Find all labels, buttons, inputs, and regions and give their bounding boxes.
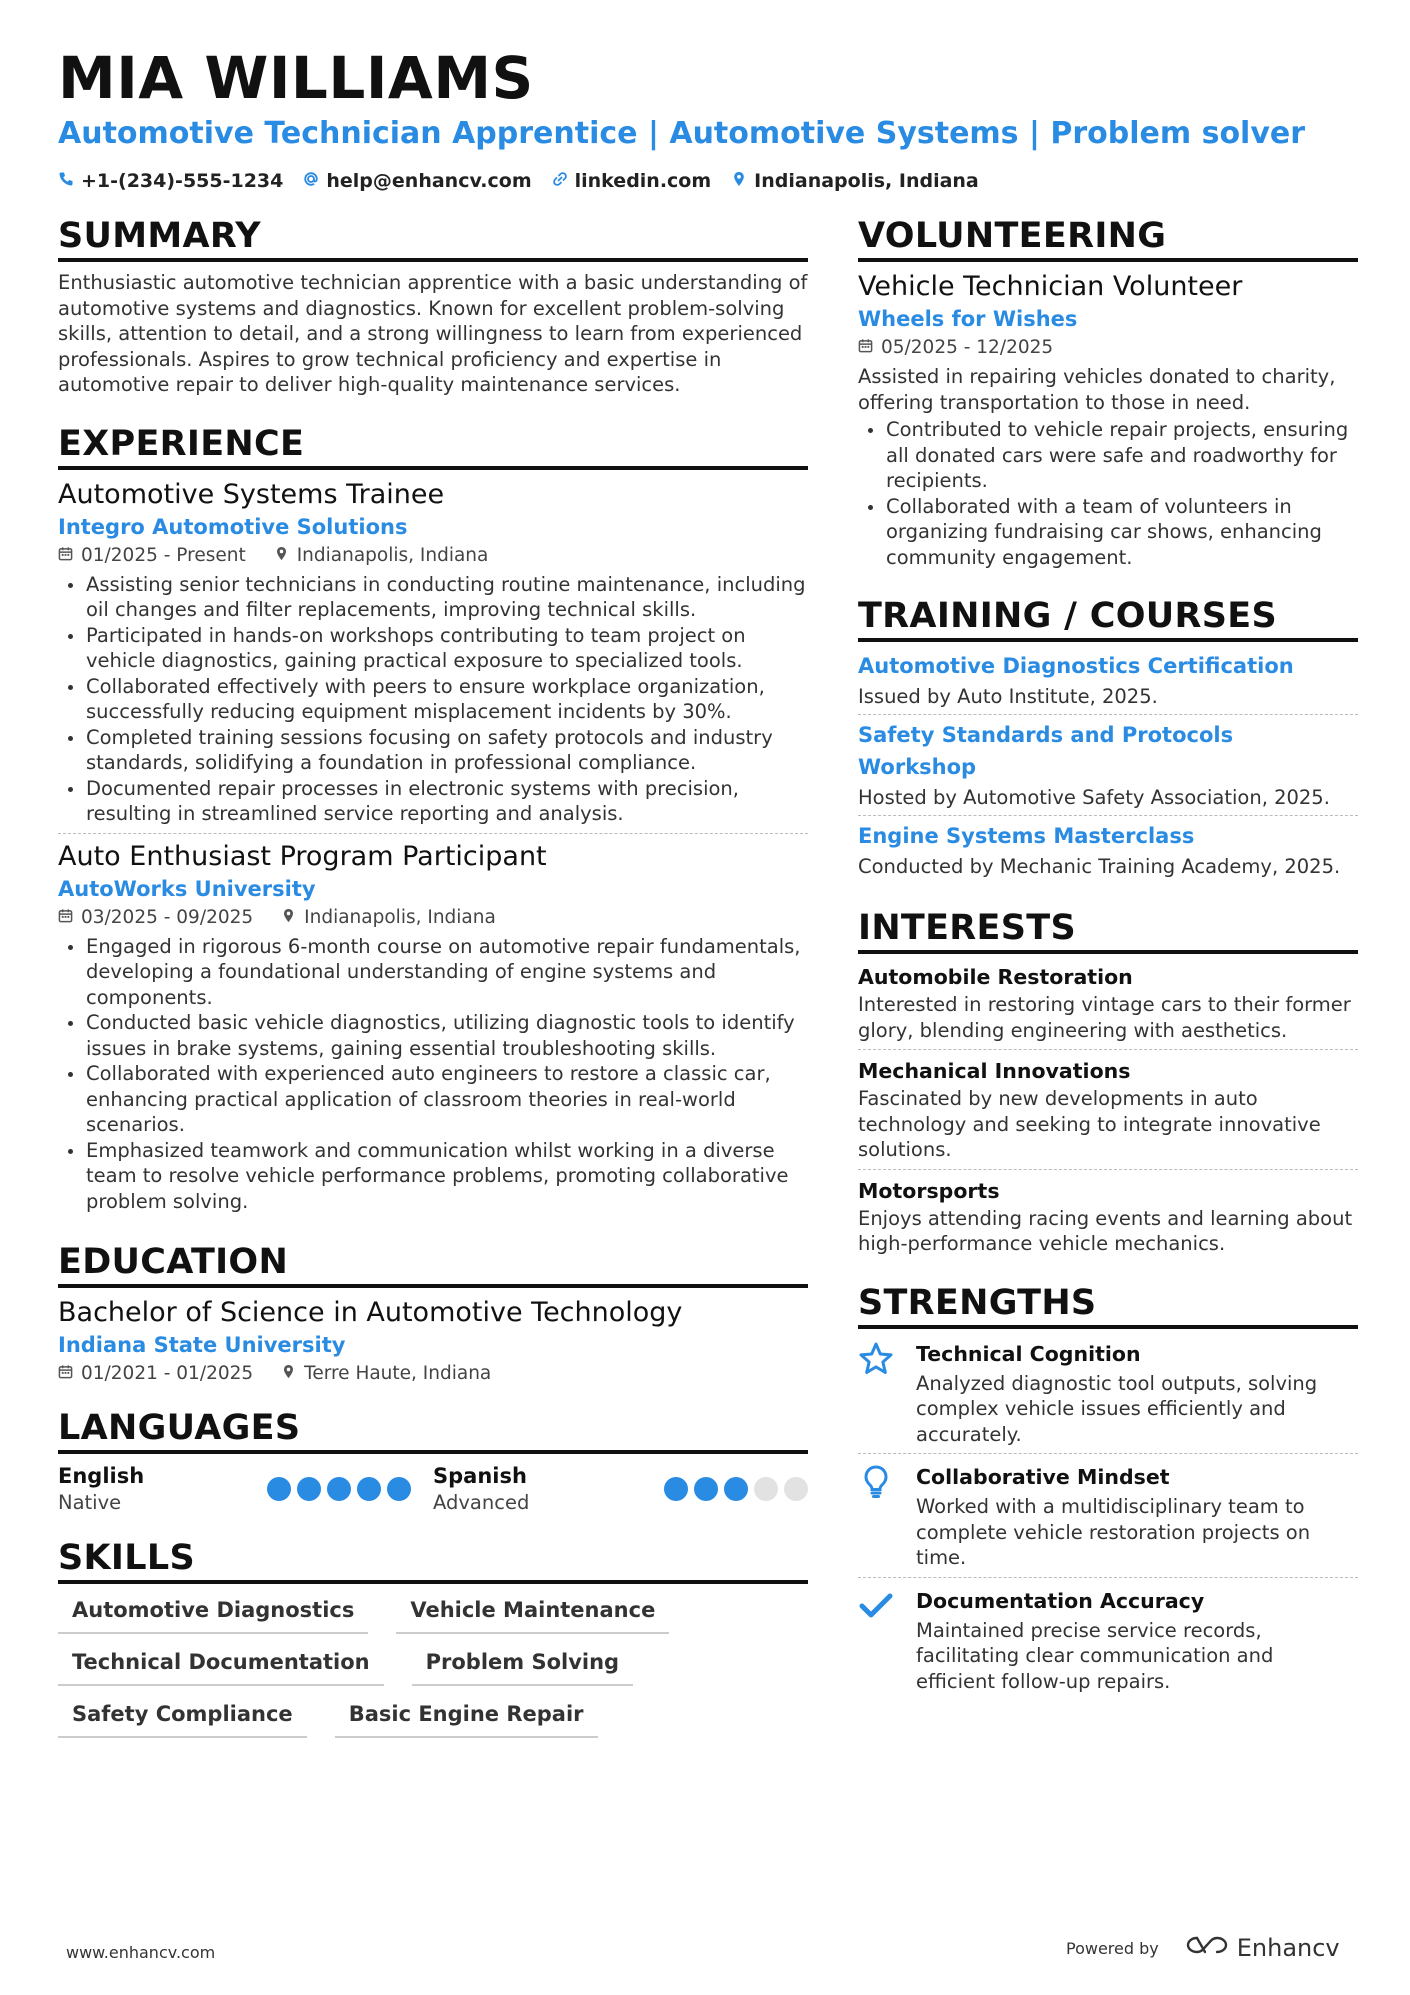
- strength-description: Analyzed diagnostic tool outputs, solving complex vehicle issues efficiently and accurately.: [916, 1371, 1318, 1446]
- interest-description: Interested in restoring vintage cars to their former glory, blending engineering with aesthetics.: [858, 993, 1351, 1042]
- star-icon: [858, 1337, 898, 1448]
- job-dates: 03/2025 - 09/2025: [81, 906, 254, 928]
- brand-name: Enhancv: [1236, 1934, 1340, 1962]
- location-pin-icon: [731, 170, 747, 192]
- interest-title: Motorsports: [858, 1178, 1000, 1203]
- interest-title: Mechanical Innovations: [858, 1059, 1131, 1083]
- divider: [858, 1169, 1358, 1170]
- job-location: Indianapolis, Indiana: [304, 906, 496, 928]
- calendar-icon: [58, 904, 73, 932]
- volunteer-bullets: [858, 417, 1358, 570]
- checkmark-icon: [858, 1584, 898, 1695]
- bullet-item: Collaborated effectively with peers to ensure workplace organization, successfully reducing equipment misplacement incidents by 30%.: [58, 674, 808, 725]
- job-location: Indianapolis, Indiana: [296, 544, 489, 566]
- divider: [858, 714, 1358, 715]
- linkedin-url: linkedin.com: [574, 170, 712, 192]
- company-name: Integro Automotive Solutions: [58, 514, 408, 539]
- powered-by-label: Powered by: [1066, 1938, 1159, 1958]
- course-description: Conducted by Mechanic Training Academy, 2025.: [858, 855, 1341, 878]
- skills-heading: SKILLS: [58, 1538, 808, 1584]
- rating-dot-filled: [357, 1477, 381, 1501]
- volunteer-meta: [858, 334, 1358, 362]
- bullet-item: Participated in hands-on workshops contributing to team project on vehicle diagnostics, gaining practical exposure to specialized tools.: [58, 623, 808, 674]
- language-rating: [664, 1477, 808, 1501]
- education-section: [58, 1242, 808, 1388]
- degree-title: Bachelor of Science in Automotive Technology: [58, 1297, 683, 1328]
- rating-dot-filled: [664, 1477, 688, 1501]
- language-name: English: [58, 1464, 145, 1488]
- school-name: Indiana State University: [58, 1333, 346, 1357]
- contact-email[interactable]: [303, 170, 531, 192]
- summary-section: [58, 216, 808, 398]
- headline: Automotive Technician Apprentice | Automotive Systems | Problem solver: [58, 116, 1306, 151]
- divider: [858, 1049, 1358, 1050]
- divider: [858, 815, 1358, 816]
- contact-linkedin[interactable]: [552, 170, 712, 192]
- experience-heading: EXPERIENCE: [58, 424, 808, 470]
- divider: [858, 1577, 1358, 1578]
- strengths-heading: STRENGTHS: [858, 1283, 1358, 1329]
- bullet-item: Conducted basic vehicle diagnostics, utilizing diagnostic tools to identify issues in brake systems, gaining essential troubleshooting skills.: [58, 1010, 808, 1061]
- education-location: Terre Haute, Indiana: [304, 1363, 492, 1384]
- interest-description: Fascinated by new developments in auto technology and seeking to integrate innovative solutions.: [858, 1087, 1321, 1161]
- job-meta: [58, 904, 808, 932]
- strength-title: Collaborative Mindset: [916, 1465, 1170, 1489]
- volunteering-section: [858, 216, 1358, 570]
- divider: [858, 1453, 1358, 1454]
- location-pin-icon: [274, 542, 289, 570]
- bullet-item: Completed training sessions focusing on safety protocols and industry standards, solidifying a foundation in professional compliance.: [58, 725, 808, 776]
- calendar-icon: [58, 1360, 73, 1388]
- volunteer-dates: 05/2025 - 12/2025: [881, 337, 1054, 358]
- at-icon: [303, 170, 319, 192]
- right-column: [858, 216, 1358, 1720]
- volunteer-org: Wheels for Wishes: [858, 307, 1078, 331]
- bullet-item: Assisting senior technicians in conducting routine maintenance, including oil changes and filter replacements, improving technical skills.: [58, 572, 808, 623]
- lightbulb-icon: [858, 1460, 898, 1571]
- skill-tag: Basic Engine Repair: [335, 1702, 598, 1738]
- strength-title: Documentation Accuracy: [916, 1588, 1205, 1613]
- skills-list: [58, 1598, 758, 1738]
- skill-tag: Automotive Diagnostics: [58, 1598, 368, 1634]
- experience-entry: [58, 478, 808, 827]
- volunteer-role: Vehicle Technician Volunteer: [858, 271, 1243, 302]
- skill-tag: Problem Solving: [412, 1650, 633, 1686]
- bullet-item: Collaborated with experienced auto engineers to restore a classic car, enhancing practical application of classroom theories in real-world scenarios.: [58, 1061, 808, 1138]
- skill-tag: Vehicle Maintenance: [396, 1598, 669, 1634]
- summary-text: Enthusiastic automotive technician apprentice with a basic understanding of automotive systems and diagnostics. Known for excellent problem-solving skills, attention to detail, and a strong willingness to learn from experienced professionals. Aspires to grow technical proficiency and expertise in automotive repair to deliver high-quality maintenance services.: [58, 271, 808, 396]
- bullet-item: Engaged in rigorous 6-month course on automotive repair fundamentals, developing a foundational understanding of engine systems and components.: [58, 934, 808, 1011]
- language-rating: [267, 1477, 411, 1501]
- job-bullets: [58, 572, 808, 827]
- interest-item: [858, 1176, 1358, 1257]
- bullet-item: Contributed to vehicle repair projects, ensuring all donated cars were safe and roadworthy for recipients.: [858, 417, 1358, 494]
- experience-entry: [58, 840, 808, 1215]
- languages-heading: LANGUAGES: [58, 1408, 808, 1454]
- rating-dot-filled: [387, 1477, 411, 1501]
- language-item: [433, 1462, 808, 1516]
- course-description: Issued by Auto Institute, 2025.: [858, 685, 1158, 708]
- strengths-section: [858, 1283, 1358, 1695]
- contact-phone[interactable]: [58, 170, 283, 192]
- interest-item: [858, 962, 1358, 1043]
- phone-icon: [58, 170, 74, 192]
- footer-branding: [1066, 1934, 1340, 1962]
- volunteer-description: Assisted in repairing vehicles donated to charity, offering transportation to those in need.: [858, 365, 1336, 414]
- interests-section: [858, 908, 1358, 1257]
- rating-dot-filled: [724, 1477, 748, 1501]
- rating-dot-empty: [784, 1477, 808, 1501]
- experience-section: [58, 424, 808, 1215]
- skill-tag: Safety Compliance: [58, 1702, 307, 1738]
- education-dates: 01/2021 - 01/2025: [81, 1363, 254, 1384]
- rating-dot-filled: [267, 1477, 291, 1501]
- contact-bar: [58, 170, 979, 192]
- footer-website[interactable]: www.enhancv.com: [66, 1943, 216, 1962]
- strength-title: Technical Cognition: [916, 1341, 1141, 1366]
- training-section: [858, 596, 1358, 882]
- course-item: [858, 820, 1358, 882]
- rating-dot-filled: [327, 1477, 351, 1501]
- strength-item: [858, 1584, 1358, 1695]
- location-pin-icon: [281, 904, 296, 932]
- job-title: Auto Enthusiast Program Participant: [58, 840, 547, 872]
- strength-item: [858, 1337, 1358, 1448]
- course-title: Engine Systems Masterclass: [858, 824, 1195, 848]
- email-address: help@enhancv.com: [326, 170, 532, 192]
- job-dates: 01/2025 - Present: [81, 544, 246, 566]
- location-pin-icon: [281, 1360, 296, 1388]
- training-heading: TRAINING / COURSES: [858, 596, 1358, 642]
- enhancv-logo[interactable]: [1185, 1934, 1340, 1962]
- company-name: AutoWorks University: [58, 876, 316, 901]
- job-title: Automotive Systems Trainee: [58, 478, 445, 510]
- languages-list: [58, 1462, 808, 1516]
- skill-tag: Technical Documentation: [58, 1650, 384, 1686]
- interest-description: Enjoys attending racing events and learning about high-performance vehicle mechanics.: [858, 1206, 1353, 1255]
- interest-item: [858, 1056, 1358, 1163]
- interests-heading: INTERESTS: [858, 908, 1358, 954]
- strength-item: [858, 1460, 1358, 1571]
- job-meta: [58, 542, 808, 570]
- education-heading: EDUCATION: [58, 1242, 808, 1288]
- divider: [58, 833, 808, 834]
- course-title: Safety Standards and Protocols Workshop: [858, 723, 1234, 779]
- language-level: Advanced: [433, 1491, 530, 1514]
- link-icon: [552, 170, 568, 192]
- calendar-icon: [58, 542, 73, 570]
- calendar-icon: [858, 334, 873, 362]
- course-item: [858, 719, 1358, 813]
- job-bullets: [58, 934, 808, 1215]
- bullet-item: Documented repair processes in electronic systems with precision, resulting in streamlined service reporting and analysis.: [58, 776, 808, 827]
- left-column: [58, 216, 808, 1764]
- strength-description: Maintained precise service records, facilitating clear communication and efficient follow-up repairs.: [916, 1618, 1274, 1693]
- rating-dot-empty: [754, 1477, 778, 1501]
- rating-dot-filled: [297, 1477, 321, 1501]
- interest-title: Automobile Restoration: [858, 965, 1133, 989]
- language-level: Native: [58, 1491, 122, 1514]
- phone-number: +1-(234)-555-1234: [81, 170, 284, 192]
- contact-location: [731, 170, 979, 192]
- course-item: [858, 650, 1358, 712]
- skills-section: [58, 1538, 808, 1738]
- summary-heading: SUMMARY: [58, 216, 808, 262]
- enhancv-logo-icon: [1185, 1934, 1229, 1962]
- bullet-item: Collaborated with a team of volunteers in organizing fundraising car shows, enhancing community engagement.: [858, 494, 1358, 571]
- language-name: Spanish: [433, 1464, 527, 1488]
- volunteering-heading: VOLUNTEERING: [858, 216, 1358, 262]
- language-item: [58, 1462, 433, 1516]
- location-text: Indianapolis, Indiana: [754, 170, 979, 192]
- bullet-item: Emphasized teamwork and communication whilst working in a diverse team to resolve vehicle performance problems, promoting collaborative problem solving.: [58, 1138, 808, 1215]
- candidate-name: MIA WILLIAMS: [58, 44, 534, 112]
- rating-dot-filled: [694, 1477, 718, 1501]
- languages-section: [58, 1408, 808, 1516]
- strength-description: Worked with a multidisciplinary team to complete vehicle restoration projects on time.: [916, 1495, 1311, 1569]
- education-meta: [58, 1360, 808, 1388]
- course-description: Hosted by Automotive Safety Association, 2025.: [858, 786, 1330, 809]
- course-title: Automotive Diagnostics Certification: [858, 654, 1294, 678]
